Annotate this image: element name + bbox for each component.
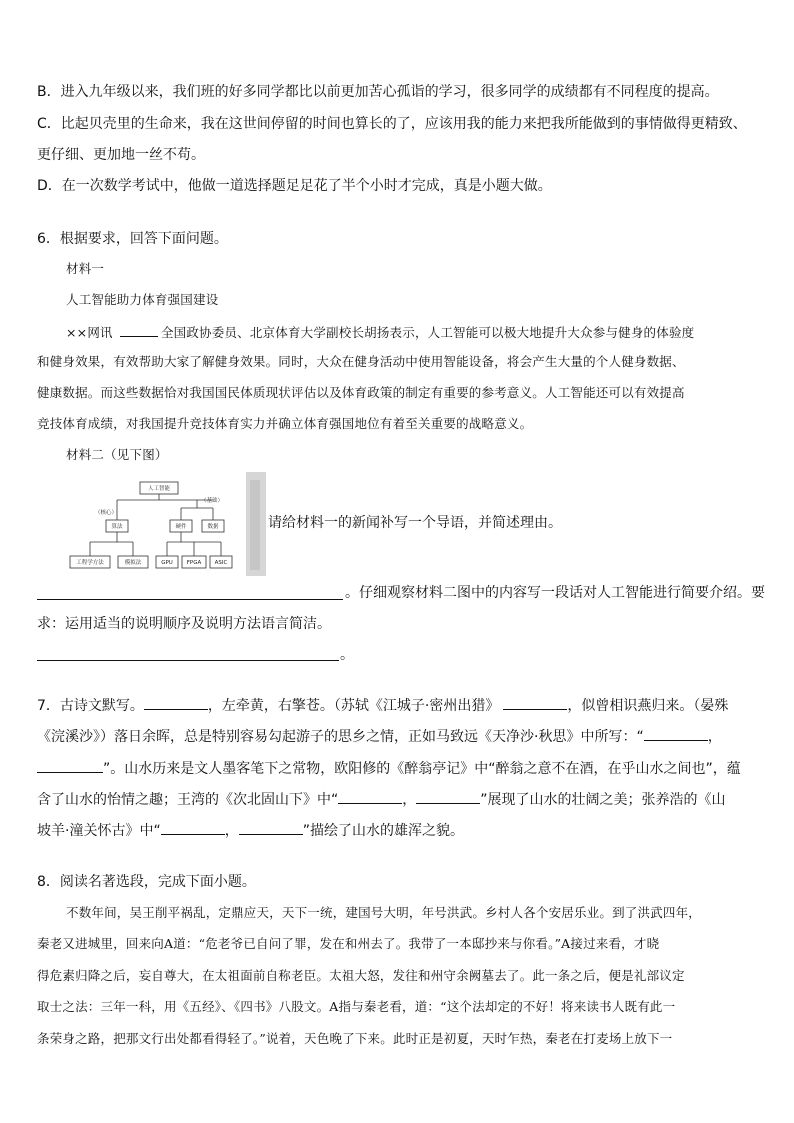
material-one-para-line2: 和健身效果，有效帮助大家了解健身效果。同时，大众在健身活动中使用智能设备，将会产生大量的个人健身数据、 [37, 354, 685, 369]
q6-task2-line1: 。仔细观察材料二图中的内容写一段话对人工智能进行简要介绍。要 [345, 585, 765, 601]
material-one-para-line3: 健康数据。而这些数据恰对我国国民体质现状评估以及体育政策的制定有重要的参考意义。人工智能还可以有效提高 [37, 385, 685, 400]
q6-stem: 6．根据要求，回答下面问题。 [37, 231, 228, 247]
material-one-title: 人工智能助力体育强国建设 [66, 292, 219, 307]
diagram-leaf5: ASIC [214, 560, 228, 566]
q7-line1 [37, 695, 728, 716]
q7-blank-3[interactable] [644, 726, 708, 741]
answer-line-2[interactable] [37, 660, 339, 661]
option-d: D．在一次数学考试中，他做一道选择题足足花了半个小时才完成，真是小题大做。 [37, 178, 552, 194]
lead-blank[interactable] [120, 322, 158, 337]
option-c-line1: C．比起贝壳里的生命来，我在这世间停留的时间也算长的了，应该用我的能力来把我所能做到的事情做得更精致、 [37, 116, 747, 132]
q7-text-4b: ， [402, 792, 417, 808]
q7-blank-2[interactable] [503, 695, 567, 710]
q6-task2-line2: 求：运用适当的说明顺序及说明方法语言简洁。 [37, 616, 331, 632]
q8-para-line2: 秦老又进城里，回来向A道：“危老爷已自问了罪，发在和州去了。我带了一本邸抄来与你看。”A接过来看，才晓 [37, 936, 660, 951]
answer-end-mark: 。 [340, 647, 354, 663]
diagram-root: 人工智能 [147, 486, 171, 492]
diagram-hw: 硬件 [175, 524, 187, 530]
q7-text-2a: 《浣溪沙》）落日余晖，总是特别容易勾起游子的思乡之情，正如马致远《天净沙·秋思》中所写：“ [37, 729, 644, 745]
material-one-label: 材料一 [66, 261, 105, 276]
q7-text-5b: ， [224, 823, 239, 839]
q7-text-3a: ”。山水历来是文人墨客笔下之常物，欧阳修的《醉翁亭记》中“醉翁之意不在酒，在乎山水之间也”，蕴 [103, 761, 741, 777]
diagram-leaf3: GPU [161, 560, 173, 566]
diagram-leaf1: 工程学方法 [76, 560, 104, 566]
diagram-leaf4: FPGA [186, 560, 202, 566]
q7-blank-1[interactable] [144, 695, 208, 710]
q6-task1: 请给材料一的新闻补写一个导语，并简述理由。 [268, 515, 562, 531]
option-b: B．进入九年级以来，我们班的好多同学都比以前更加苦心孤诣的学习，很多同学的成绩都有不同程度的提高。 [37, 84, 719, 100]
q7-line4 [37, 789, 726, 810]
material-one-para-line1 [66, 322, 694, 343]
q7-line5 [37, 820, 464, 841]
q7-line2 [37, 726, 722, 747]
news-source: ××网讯 [66, 325, 113, 340]
option-c-line2: 更仔细、更加地一丝不苟。 [37, 147, 205, 163]
diagram-algo: 算法 [111, 524, 123, 530]
answer-line-1[interactable] [37, 599, 343, 600]
material-one-text1: 全国政协委员、北京体育大学副校长胡扬表示，人工智能可以极大地提升大众参与健身的体验度 [160, 325, 695, 340]
q7-text-2b: ， [707, 729, 722, 745]
material-one-para-line4: 竞技体育成绩，对我国提升竞技体育实力并确立体育强国地位有着至关重要的战略意义。 [37, 416, 533, 431]
diagram-base-note: （基础） [200, 498, 224, 504]
q8-para-line5: 条荣身之路，把那文行出处都看得轻了。”说着，天色晚了下来。此时正是初夏，天时乍热，秦老在打麦场上放下一 [37, 1031, 673, 1046]
q8-stem: 8．阅读名著选段，完成下面小题。 [37, 874, 256, 890]
q7-text-1c: ，似曾相识燕归来。（晏殊 [567, 698, 729, 714]
material-two-label: 材料二（见下图） [66, 447, 168, 462]
q8-para-line4: 取士之法：三年一科，用《五经》、《四书》八股文。A指与秦老看，道：“这个法却定的不好！将来读书人既有此一 [37, 999, 676, 1014]
q7-blank-8[interactable] [239, 820, 303, 835]
q7-stem: 7．古诗文默写。 [37, 698, 144, 714]
q7-text-5c: ”描绘了山水的雄浑之貌。 [302, 823, 464, 839]
ai-structure-diagram [62, 470, 267, 576]
q7-text-1b: ，左牵黄，右擎苍。（苏轼《江城子·密州出猎》 [207, 698, 500, 714]
q7-blank-6[interactable] [416, 789, 480, 804]
diagram-data: 数据 [207, 524, 219, 530]
q7-text-4a: 含了山水的怡情之趣；王湾的《次北固山下》中“ [37, 792, 339, 808]
diagram-scan-shadow [250, 480, 260, 570]
diagram-core-note: （核心） [94, 510, 118, 516]
q7-blank-5[interactable] [338, 789, 402, 804]
q7-line3 [37, 758, 741, 779]
q8-para-line3: 得危素归降之后，妄自尊大，在太祖面前自称老臣。太祖大怒，发往和州守余阙墓去了。此一条之后，便是礼部议定 [37, 968, 685, 983]
q8-para-line1: 不数年间，吴王削平祸乱，定鼎应天，天下一统，建国号大明，年号洪武。乡村人各个安居乐业。到了洪武四年， [66, 905, 702, 920]
q7-text-5a: 坡羊·潼关怀古》中“ [37, 823, 161, 839]
q7-blank-4[interactable] [37, 758, 103, 773]
q7-blank-7[interactable] [161, 820, 225, 835]
diagram-leaf2: 模拟法 [124, 560, 142, 566]
q7-text-4c: ”展现了山水的壮阔之美；张养浩的《山 [480, 792, 726, 808]
